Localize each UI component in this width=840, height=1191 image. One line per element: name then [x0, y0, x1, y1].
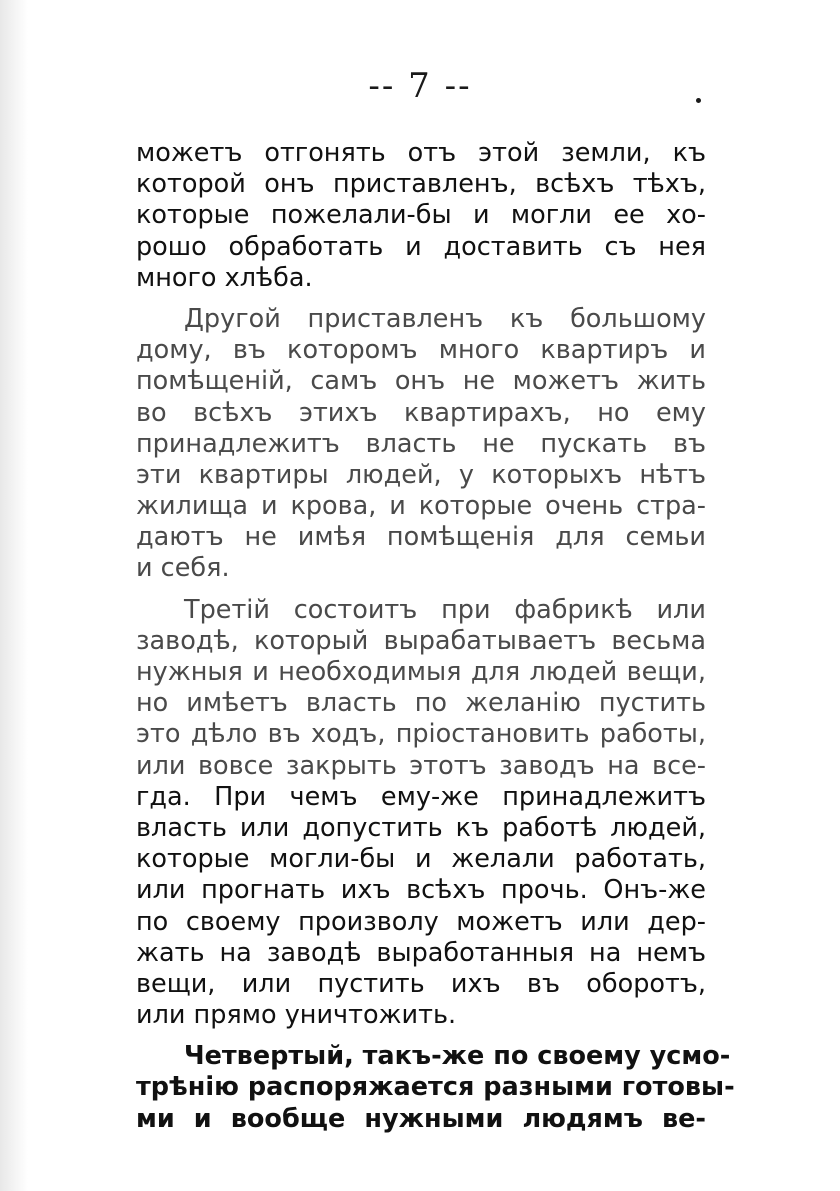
- text-line: эти квартиры людей, у которыхъ нѣтъ: [136, 459, 706, 490]
- text-line: которой онъ приставленъ, всѣхъ тѣхъ,: [136, 169, 706, 200]
- text-line: даютъ не имѣя помѣщенія для семьи: [136, 522, 706, 553]
- text-line: Другой приставленъ къ большому: [184, 303, 706, 334]
- text-line: это дѣло въ ходъ, пріостановить работы,: [136, 719, 706, 750]
- text-line: рошо обработать и доставить съ нея: [136, 231, 706, 262]
- text-line: или вовсе закрыть этотъ заводъ на все-: [136, 750, 706, 781]
- text-line: принадлежитъ власть не пускать въ: [136, 428, 706, 459]
- text-line: но имѣетъ власть по желанію пустить: [136, 688, 706, 719]
- page-edge-shadow: [0, 0, 28, 1191]
- text-line: и себя.: [136, 553, 230, 584]
- text-line: или прогнать ихъ всѣхъ прочь. Онъ-же: [136, 875, 706, 906]
- text-line: Третій состоитъ при фабрикѣ или: [184, 594, 706, 625]
- paragraph-3: [136, 595, 706, 1032]
- paragraph-1: [136, 138, 706, 294]
- text-line: жилища и крова, и которые очень стра-: [136, 491, 706, 522]
- text-line: или прямо уничтожить.: [136, 1000, 457, 1031]
- text-line: много хлѣба.: [136, 262, 313, 293]
- paragraph-2: [136, 304, 706, 585]
- text-line: жать на заводѣ выработанныя на немъ: [136, 937, 706, 968]
- text-line: заводѣ, который вырабатываетъ весьма: [136, 625, 706, 656]
- text-line: которые могли-бы и желали работать,: [136, 844, 706, 875]
- text-line: власть или допустить къ работѣ людей,: [136, 812, 706, 843]
- text-line: которые пожелали-бы и могли ее хо-: [136, 200, 706, 231]
- text-line: гда. При чемъ ему-же принадлежитъ: [136, 781, 706, 812]
- text-line: дому, въ которомъ много квартиръ и: [136, 335, 706, 366]
- text-line: помѣщеній, самъ онъ не можетъ жить: [136, 366, 706, 397]
- text-line: Четвертый, такъ-же по своему усмо-: [184, 1041, 731, 1072]
- text-line: можетъ отгонять отъ этой земли, къ: [136, 138, 706, 168]
- text-line: трѣнію распоряжается разными готовы-: [136, 1072, 735, 1103]
- text-line: во всѣхъ этихъ квартирахъ, но ему: [136, 397, 706, 428]
- text-line: ми и вообще нужными людямъ ве-: [136, 1103, 706, 1134]
- body-text: [136, 138, 735, 1145]
- ink-speck: [696, 98, 701, 103]
- text-line: нужныя и необходимыя для людей вещи,: [136, 657, 706, 687]
- text-line: по своему произволу можетъ или дер-: [136, 906, 706, 937]
- paragraph-4: [136, 1041, 735, 1135]
- text-line: вещи, или пустить ихъ въ оборотъ,: [136, 968, 706, 999]
- page-number: -- 7 --: [368, 66, 472, 106]
